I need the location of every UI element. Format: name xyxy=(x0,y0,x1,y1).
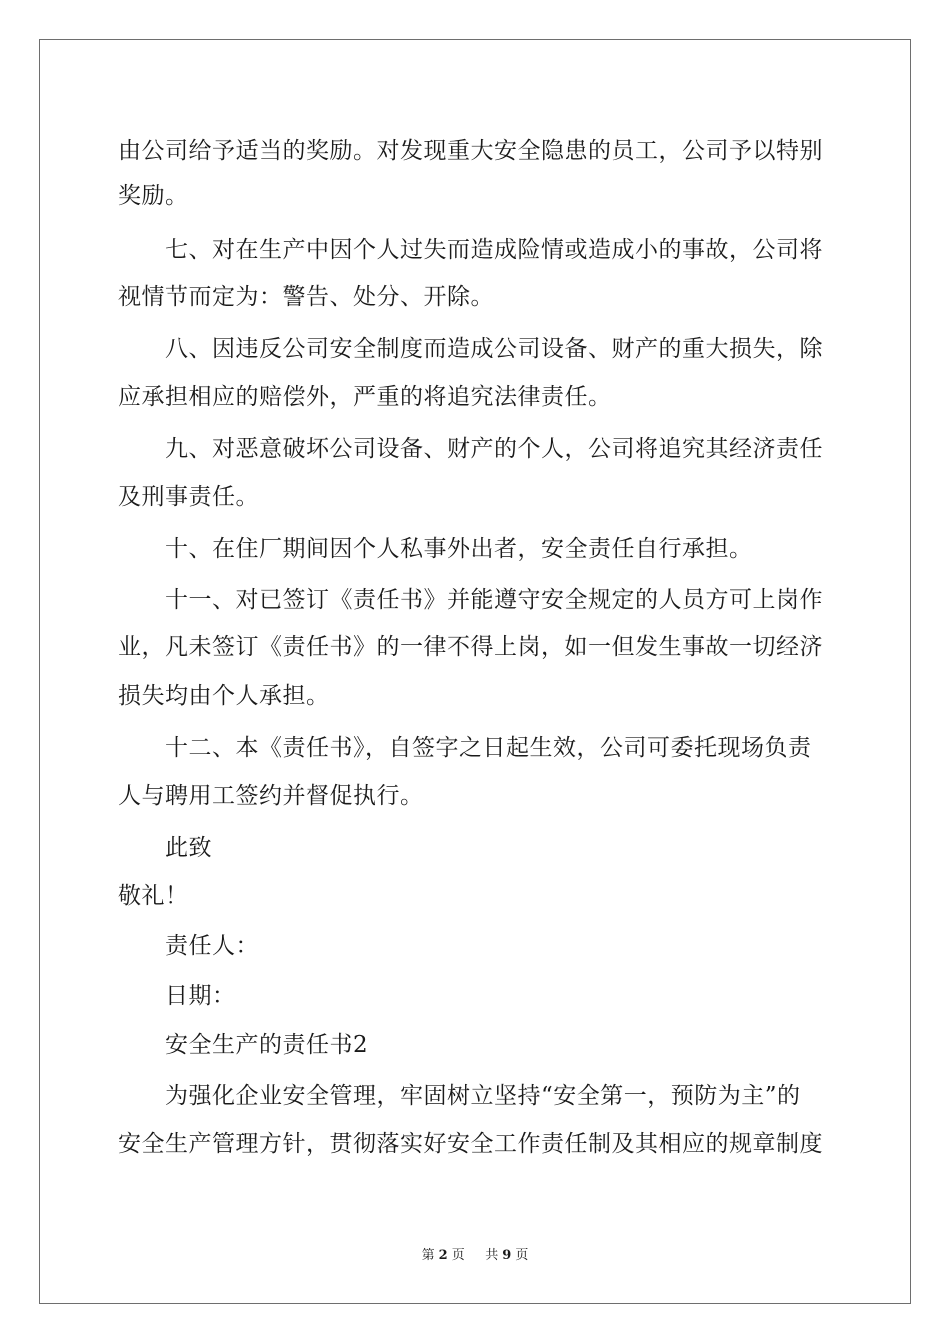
text-line: 损失均由个人承担。 xyxy=(118,683,330,709)
text-line: 为强化企业安全管理，牢固树立坚持“安全第一，预防为主”的 xyxy=(165,1083,801,1109)
text-line: 十、在住厂期间因个人私事外出者，安全责任自行承担。 xyxy=(165,536,753,562)
text-line: 安全生产管理方针，贯彻落实好安全工作责任制及其相应的规章制度 xyxy=(118,1131,823,1157)
footer-total-prefix: 共 xyxy=(485,1248,499,1263)
text-line: 由公司给予适当的奖励。对发现重大安全隐患的员工，公司予以特别 xyxy=(118,138,823,164)
date-label: 日期： xyxy=(165,983,236,1009)
text-line: 八、因违反公司安全制度而造成公司设备、财产的重大损失，除 xyxy=(165,336,823,362)
text-line: 十一、对已签订《责任书》并能遵守安全规定的人员方可上岗作 xyxy=(165,587,823,613)
section-title: 安全生产的责任书2 xyxy=(165,1032,369,1058)
text-line: 视情节而定为：警告、处分、开除。 xyxy=(118,284,494,310)
text-line: 九、对恶意破坏公司设备、财产的个人，公司将追究其经济责任 xyxy=(165,436,823,462)
text-line: 十二、本《责任书》，自签字之日起生效，公司可委托现场负责 xyxy=(165,735,812,761)
footer-page-prefix: 第 xyxy=(421,1248,435,1263)
footer-page-number: 2 xyxy=(438,1248,448,1263)
salutation-line: 敬礼！ xyxy=(118,883,189,909)
closing-line: 此致 xyxy=(165,835,212,861)
text-line: 七、对在生产中因个人过失而造成险情或造成小的事故，公司将 xyxy=(165,237,823,263)
signatory-label: 责任人： xyxy=(165,933,259,959)
text-line: 人与聘用工签约并督促执行。 xyxy=(118,783,424,809)
footer-page-suffix: 页 xyxy=(451,1248,465,1263)
footer-total-suffix: 页 xyxy=(515,1248,529,1263)
page-footer xyxy=(0,1244,950,1263)
text-line: 及刑事责任。 xyxy=(118,484,259,510)
text-line: 应承担相应的赔偿外，严重的将追究法律责任。 xyxy=(118,384,612,410)
text-line: 奖励。 xyxy=(118,183,189,209)
text-line: 业，凡未签订《责任书》的一律不得上岗，如一但发生事故一切经济 xyxy=(118,634,823,660)
footer-total-pages: 9 xyxy=(502,1248,512,1263)
